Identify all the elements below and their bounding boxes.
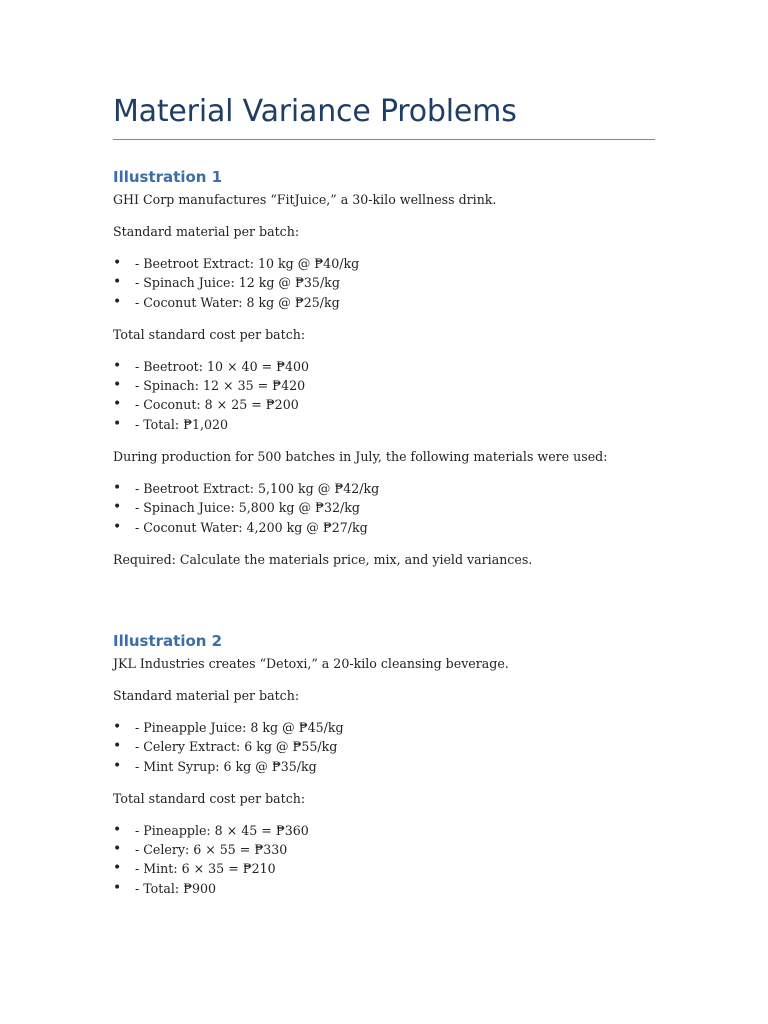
list-item [113, 254, 673, 273]
bullet-icon: • [113, 480, 122, 497]
list-item-text: - Total: ₱900 [135, 880, 217, 896]
list-item-text: - Spinach Juice: 5,800 kg @ ₱32/kg [135, 500, 360, 516]
illustration-2-standard-list [113, 718, 673, 776]
list-item-text: - Coconut Water: 8 kg @ ₱25/kg [135, 294, 340, 310]
bullet-icon: • [113, 860, 122, 877]
list-item [113, 518, 673, 537]
list-item [113, 415, 673, 434]
bullet-icon: • [113, 518, 122, 535]
bullet-icon: • [113, 757, 122, 774]
bullet-icon: • [113, 499, 122, 516]
list-item [113, 357, 673, 376]
illustration-2-section [113, 632, 673, 898]
list-item [113, 840, 673, 859]
illustration-1-actual-label: During production for 500 batches in July, the following materials were used: [113, 449, 608, 465]
list-item-text: - Pineapple Juice: 8 kg @ ₱45/kg [135, 719, 344, 735]
list-item-text: - Spinach: 12 × 35 = ₱420 [135, 378, 306, 394]
illustration-1-required: Required: Calculate the materials price, mix, and yield variances. [113, 551, 533, 567]
bullet-icon: • [113, 841, 122, 858]
list-item-text: - Coconut Water: 4,200 kg @ ₱27/kg [135, 519, 368, 535]
illustration-2-cost-list [113, 821, 673, 898]
document-body [113, 168, 673, 911]
list-item [113, 718, 673, 737]
list-item [113, 395, 673, 414]
bullet-icon: • [113, 415, 122, 432]
bullet-icon: • [113, 879, 122, 896]
illustration-1-actual-list [113, 479, 673, 537]
list-item [113, 273, 673, 292]
bullet-icon: • [113, 357, 122, 374]
list-item-text: - Total: ₱1,020 [135, 416, 229, 432]
bullet-icon: • [113, 718, 122, 735]
title-divider [113, 139, 655, 140]
illustration-2-heading: Illustration 2 [113, 631, 223, 650]
illustration-1-section [113, 168, 673, 569]
list-item [113, 293, 673, 312]
list-item [113, 737, 673, 756]
page-title: Material Variance Problems [113, 94, 517, 129]
illustration-1-heading: Illustration 1 [113, 168, 223, 186]
illustration-2-standard-label: Standard material per batch: [113, 687, 300, 703]
illustration-1-intro: GHI Corp manufactures “FitJuice,” a 30-kilo wellness drink. [113, 192, 497, 207]
list-item [113, 859, 673, 878]
list-item-text: - Beetroot Extract: 10 kg @ ₱40/kg [135, 256, 360, 271]
section-spacer [113, 582, 673, 632]
bullet-icon: • [113, 821, 122, 838]
illustration-2-cost-label: Total standard cost per batch: [113, 790, 306, 806]
list-item [113, 757, 673, 776]
illustration-1-cost-list [113, 357, 673, 434]
bullet-icon: • [113, 255, 122, 271]
bullet-icon: • [113, 293, 122, 310]
bullet-icon: • [113, 274, 122, 291]
illustration-2-intro: JKL Industries creates “Detoxi,” a 20-kilo cleansing beverage. [113, 655, 509, 671]
list-item-text: - Spinach Juice: 12 kg @ ₱35/kg [135, 275, 340, 291]
list-item [113, 879, 673, 898]
illustration-1-standard-list [113, 254, 673, 312]
list-item [113, 498, 673, 517]
bullet-icon: • [113, 377, 122, 394]
list-item-text: - Coconut: 8 × 25 = ₱200 [135, 397, 299, 413]
list-item-text: - Beetroot: 10 × 40 = ₱400 [135, 358, 310, 374]
list-item-text: - Celery: 6 × 55 = ₱330 [135, 842, 288, 858]
list-item-text: - Beetroot Extract: 5,100 kg @ ₱42/kg [135, 481, 380, 497]
illustration-1-cost-label: Total standard cost per batch: [113, 326, 306, 342]
list-item-text: - Mint: 6 × 35 = ₱210 [135, 861, 276, 877]
list-item-text: - Pineapple: 8 × 45 = ₱360 [135, 822, 309, 838]
list-item-text: - Celery Extract: 6 kg @ ₱55/kg [135, 739, 338, 755]
list-item-text: - Mint Syrup: 6 kg @ ₱35/kg [135, 758, 317, 774]
list-item [113, 479, 673, 498]
illustration-1-standard-label: Standard material per batch: [113, 224, 300, 239]
list-item [113, 821, 673, 840]
list-item [113, 376, 673, 395]
bullet-icon: • [113, 738, 122, 755]
bullet-icon: • [113, 396, 122, 413]
